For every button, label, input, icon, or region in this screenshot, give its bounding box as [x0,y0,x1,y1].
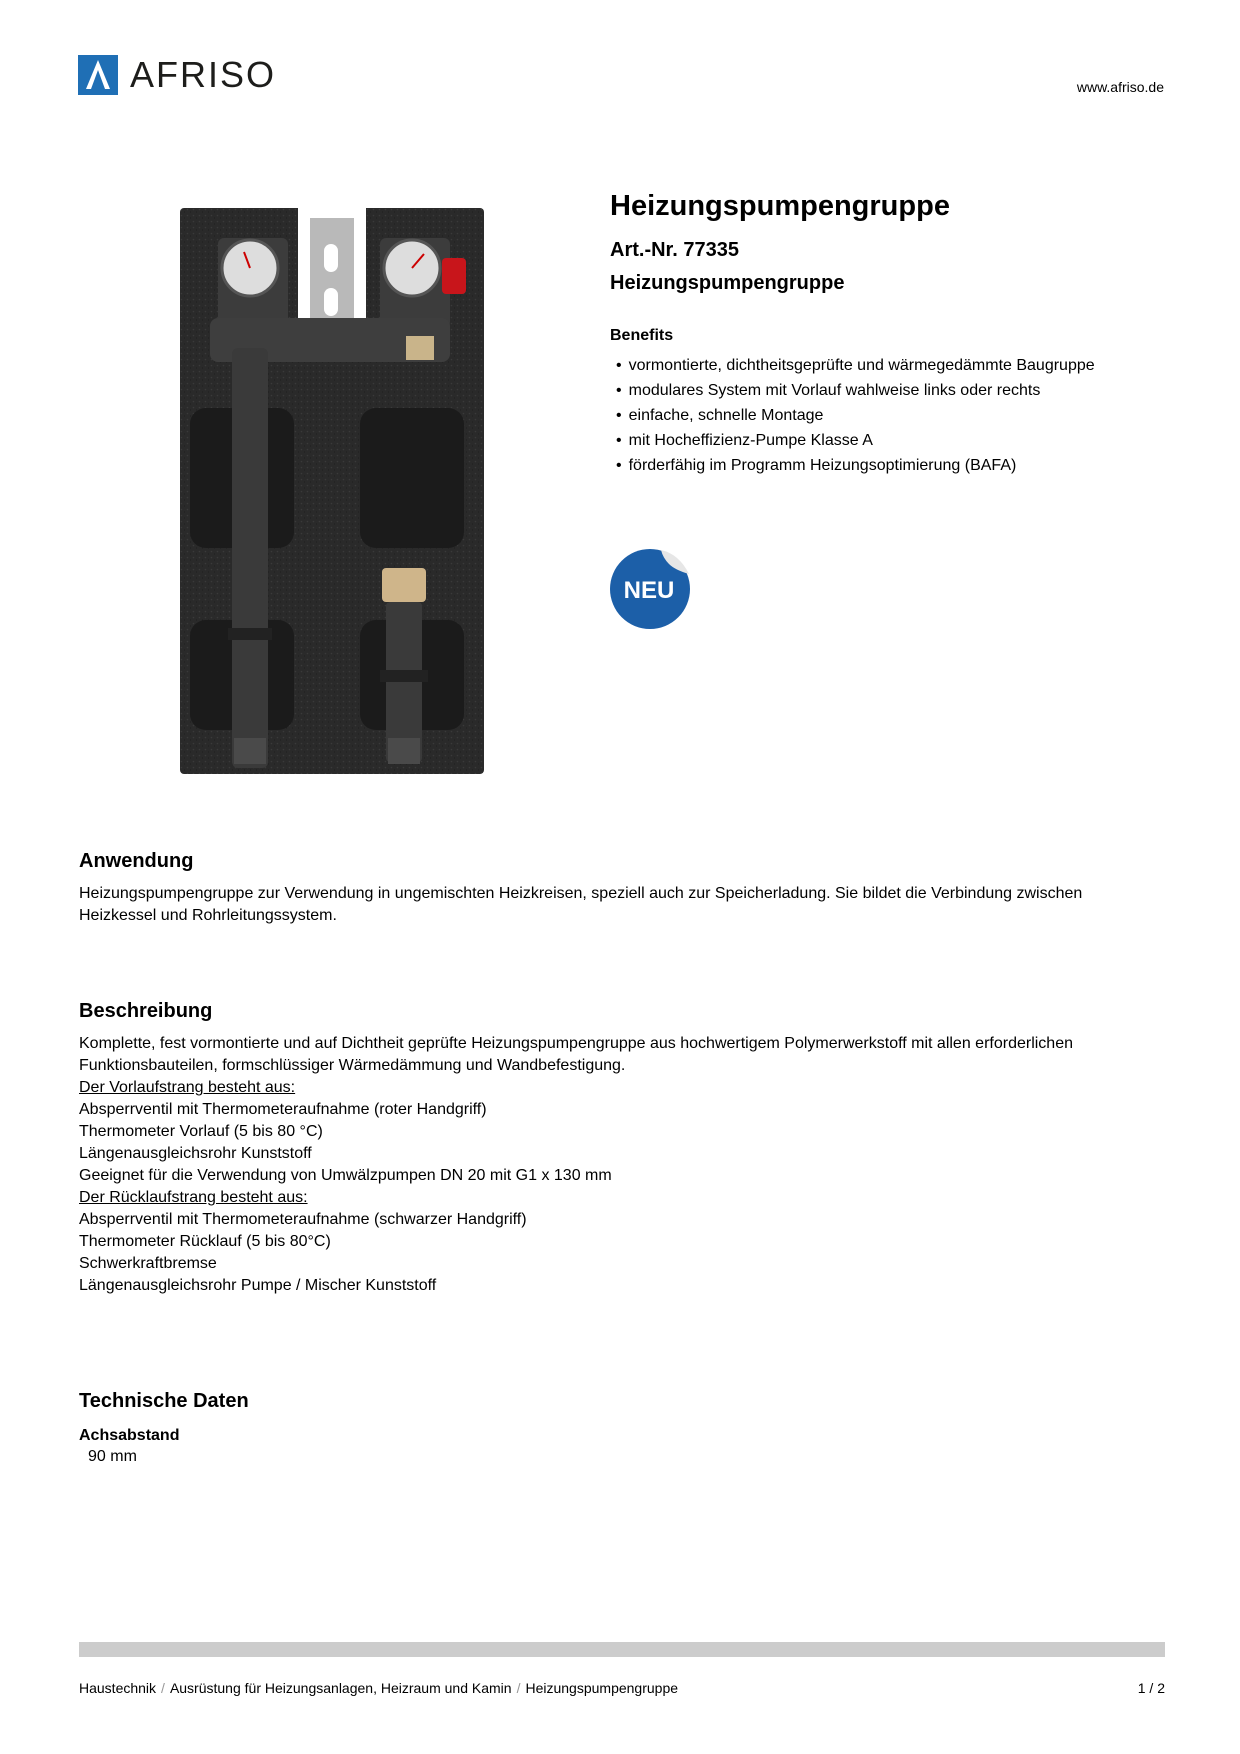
section-anwendung [79,850,1164,927]
benefits-list [610,353,1170,478]
product-info [610,190,1170,478]
benefit-item: • modulares System mit Vorlauf wahlweise links oder rechts [610,378,1170,403]
ruecklauf-item: Schwerkraftbremse [79,1255,217,1272]
anwendung-text: Heizungspumpengruppe zur Verwendung in ungemischten Heizkreisen, speziell auch zur Speicherladung. Sie bildet die Verbindung zwischen Heizkessel und Rohrleitungssystem. [79,885,1083,924]
vorlauf-item: Thermometer Vorlauf (5 bis 80 °C) [79,1123,323,1140]
ruecklauf-item: Längenausgleichsrohr Pumpe / Mischer Kunststoff [79,1277,437,1294]
product-image [180,208,484,774]
website-link[interactable]: www.afriso.de [1076,79,1164,95]
benefit-item: • einfache, schnelle Montage [610,403,1170,428]
section-title: Beschreibung [79,1000,213,1022]
vorlauf-item: Absperrventil mit Thermometeraufnahme (roter Handgriff) [79,1101,487,1118]
new-badge [609,548,691,630]
section-beschreibung [79,1000,1164,1297]
footer-divider [79,1642,1165,1657]
benefits-heading: Benefits [610,327,674,344]
breadcrumb [79,1680,678,1696]
benefit-item: • vormontierte, dichtheitsgeprüfte und wärmegedämmte Baugruppe [610,353,1170,378]
product-title: Heizungspumpengruppe [610,190,950,222]
breadcrumb-item[interactable]: Heizungspumpengruppe [525,1680,679,1696]
section-title: Anwendung [79,850,194,872]
article-number: Art.-Nr. 77335 [610,239,739,261]
page-number: 1 / 2 [1137,1680,1165,1696]
section-technische-daten [79,1390,1164,1466]
badge-text: NEU [623,577,675,604]
afriso-logo [78,55,276,95]
vorlauf-item: Längenausgleichsrohr Kunststoff [79,1145,312,1162]
ruecklauf-heading: Der Rücklaufstrang besteht aus: [79,1189,308,1206]
beschreibung-body [79,1033,1164,1297]
vorlauf-heading: Der Vorlaufstrang besteht aus: [79,1079,296,1096]
breadcrumb-separator: / [516,1680,521,1696]
ruecklauf-item: Thermometer Rücklauf (5 bis 80°C) [79,1233,331,1250]
beschreibung-intro: Komplette, fest vormontierte und auf Dichtheit geprüfte Heizungspumpengruppe aus hochwertigem Polymerwerkstoff mit allen erforderlichen Funktionsbauteilen, formschlüssiger Wärmedämmung und Wandbefestigung. [79,1035,1073,1074]
benefit-item: • mit Hocheffizienz-Pumpe Klasse A [610,428,1170,453]
spec-label: Achsabstand [79,1427,180,1444]
breadcrumb-separator: / [161,1680,165,1696]
vorlauf-item: Geeignet für die Verwendung von Umwälzpumpen DN 20 mit G1 x 130 mm [79,1167,612,1184]
breadcrumb-item[interactable]: Ausrüstung für Heizungsanlagen, Heizraum und Kamin [169,1680,512,1696]
section-title: Technische Daten [79,1390,249,1412]
spec-value: 90 mm [88,1448,137,1465]
logo-text: AFRISO [130,54,277,95]
ruecklauf-item: Absperrventil mit Thermometeraufnahme (schwarzer Handgriff) [79,1211,527,1228]
product-subtitle: Heizungspumpengruppe [610,272,845,294]
afriso-logo-icon [78,55,118,95]
breadcrumb-item[interactable]: Haustechnik [79,1680,157,1696]
benefit-item: • förderfähig im Programm Heizungsoptimierung (BAFA) [610,453,1170,478]
